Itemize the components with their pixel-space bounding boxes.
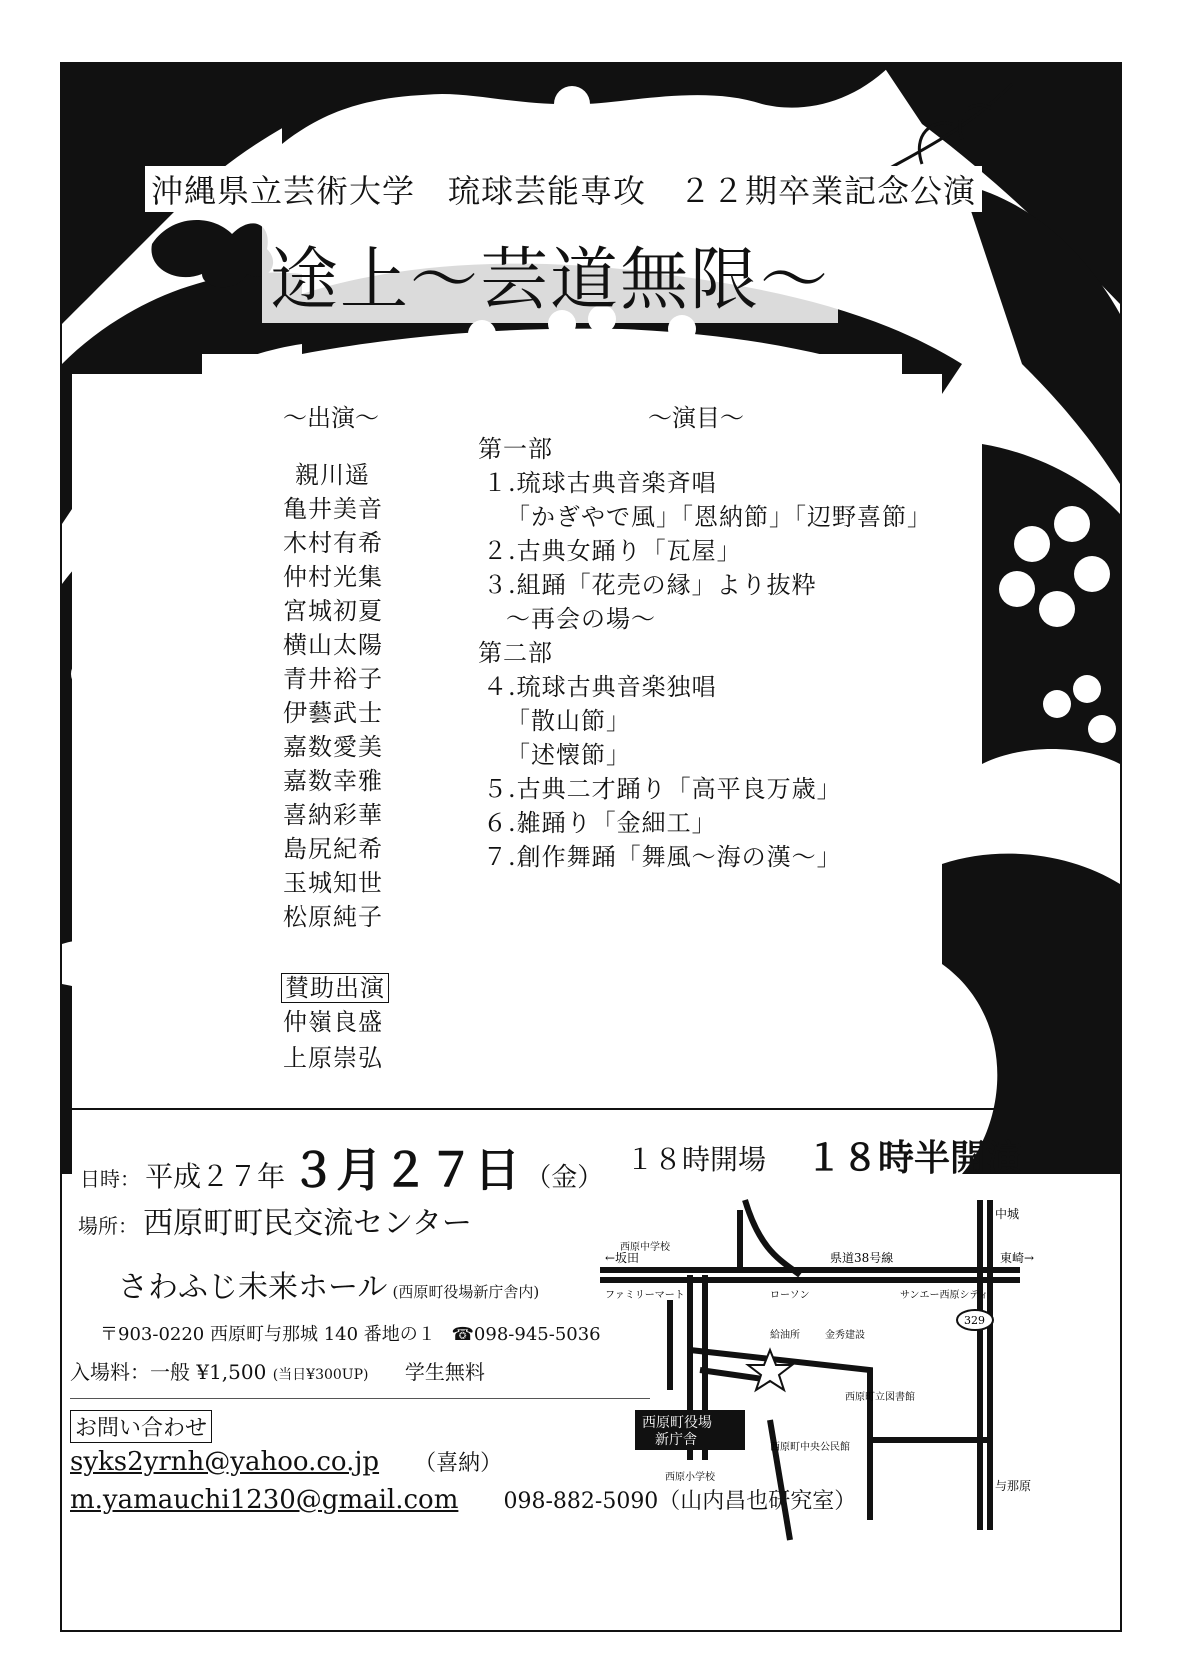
cast-member: 嘉数幸雅 [283,767,383,795]
venue-name: 西原町町民交流センター [143,1206,472,1241]
cast-member: 横山太陽 [283,631,383,659]
student-fee: 学生無料 [404,1360,485,1384]
cast-member: 仲村光集 [283,563,383,591]
support-member: 仲嶺良盛 [283,1008,383,1036]
date-label: 日時： [80,1167,140,1191]
section-divider [60,1108,1120,1110]
event-title: 途上～芸道無限～ [262,226,838,323]
hall-note: (西原町役場新庁舎内) [392,1283,540,1301]
cast-member: 青井裕子 [283,665,383,693]
program-item: ３.組踊「花売の縁」より抜粋 [483,571,817,599]
cast-member: 玉城知世 [283,869,383,897]
cast-member: 亀井美音 [283,495,383,523]
cast-member: 喜納彩華 [283,801,383,829]
cast-member: 親川遥 [295,461,370,489]
map-gas: 給油所 [770,1330,800,1341]
program-item: ２.古典女踊り「瓦屋」 [483,537,742,565]
date-day: （金） [525,1163,604,1193]
cast-member: 嘉数愛美 [283,733,383,761]
map-kinko: 金秀建設 [825,1330,865,1341]
program-subitem: 「かぎやで風」「恩納節」「辺野喜節」 [506,503,932,531]
program-part: 第一部 [478,435,553,463]
fee: 入場料：一般 ¥1,500 [70,1360,267,1384]
contact-divider [70,1398,650,1399]
venue-callout-text-2: 新庁舎 [655,1432,697,1448]
route-329-text: 329 [964,1314,985,1327]
program-item: ６.雑踊り「金細工」 [483,809,717,837]
doors-time: １８時開場 [626,1143,767,1176]
map-higashizaki: 東崎→ [1000,1251,1035,1265]
contact-row-1 [70,1446,502,1477]
program-subitem: 「述懐節」 [506,741,631,769]
support-label: 賛助出演 [281,968,389,1003]
program-part: 第二部 [478,639,553,667]
map-elem: 西原小学校 [665,1472,715,1483]
cast-heading: ～出演～ [283,404,379,432]
cast-member: 宮城初夏 [283,597,383,625]
map-jhs: 西原中学校 [620,1242,670,1253]
email-link-1[interactable]: syks2yrnh@yahoo.co.jp [70,1447,380,1477]
cast-member: 木村有希 [283,529,383,557]
support-list [283,1004,383,1076]
event-subtitle: 沖縄県立芸術大学 琉球芸能専攻 ２２期卒業記念公演 [145,166,982,212]
email-link-2[interactable]: m.yamauchi1230@gmail.com [70,1485,459,1515]
date-main: ３月２７日 [290,1143,521,1197]
program-list [478,432,932,874]
content-panel-top [202,354,902,394]
support-member: 上原崇弘 [283,1044,383,1072]
venue-row [78,1198,472,1242]
hall-name: さわふじ未来ホール [118,1270,388,1305]
cast-member: 伊藝武士 [283,699,383,727]
fee-note: (当日¥300UP) [272,1367,369,1383]
contact-label: お問い合わせ [70,1410,212,1443]
venue-label: 場所： [78,1214,138,1238]
contact-phone-2: 098-882-5090（山内昌也研究室） [503,1489,857,1514]
map-route-label: 県道38号線 [830,1251,894,1265]
date-row [80,1134,603,1200]
map-familymart: ファミリーマート [605,1290,685,1301]
venue-phone: ☎098-945-5036 [451,1324,601,1345]
map-sunyee: サンエー西原シティ [900,1290,989,1301]
hall-row [118,1262,539,1306]
cast-list [283,458,383,934]
contact-name-1: （喜納） [414,1451,503,1476]
program-item: ４.琉球古典音楽独唱 [483,673,717,701]
map-kominkan: 西原町中央公民館 [770,1442,850,1453]
program-item: ７.創作舞踊「舞風～海の漢～」 [483,843,842,871]
map-yonabaru: 与那原 [995,1479,1032,1493]
map-sakata: ←坂田 [605,1251,640,1265]
fee-row [70,1356,485,1385]
map-nakagusuku: 中城 [995,1207,1020,1221]
program-item: ５.古典二才踊り「高平良万歳」 [483,775,842,803]
venue-map [570,1190,1035,1550]
venue-callout-text: 西原町役場 [642,1415,712,1431]
program-subitem: ～再会の場～ [506,605,656,633]
program-subitem: 「散山節」 [506,707,631,735]
program-heading: ～演目～ [648,404,744,432]
address-row [100,1320,601,1346]
map-lawson: ローソン [770,1290,810,1301]
start-time: １８時半開演 [806,1137,1023,1179]
cast-member: 松原純子 [283,903,383,931]
map-library: 西原町立図書館 [845,1392,915,1403]
date-era: 平成２７年 [145,1160,286,1193]
address: 〒903-0220 西原町与那城 140 番地の１ [100,1324,436,1345]
program-item: １.琉球古典音楽斉唱 [483,469,717,497]
cast-member: 島尻紀希 [283,835,383,863]
